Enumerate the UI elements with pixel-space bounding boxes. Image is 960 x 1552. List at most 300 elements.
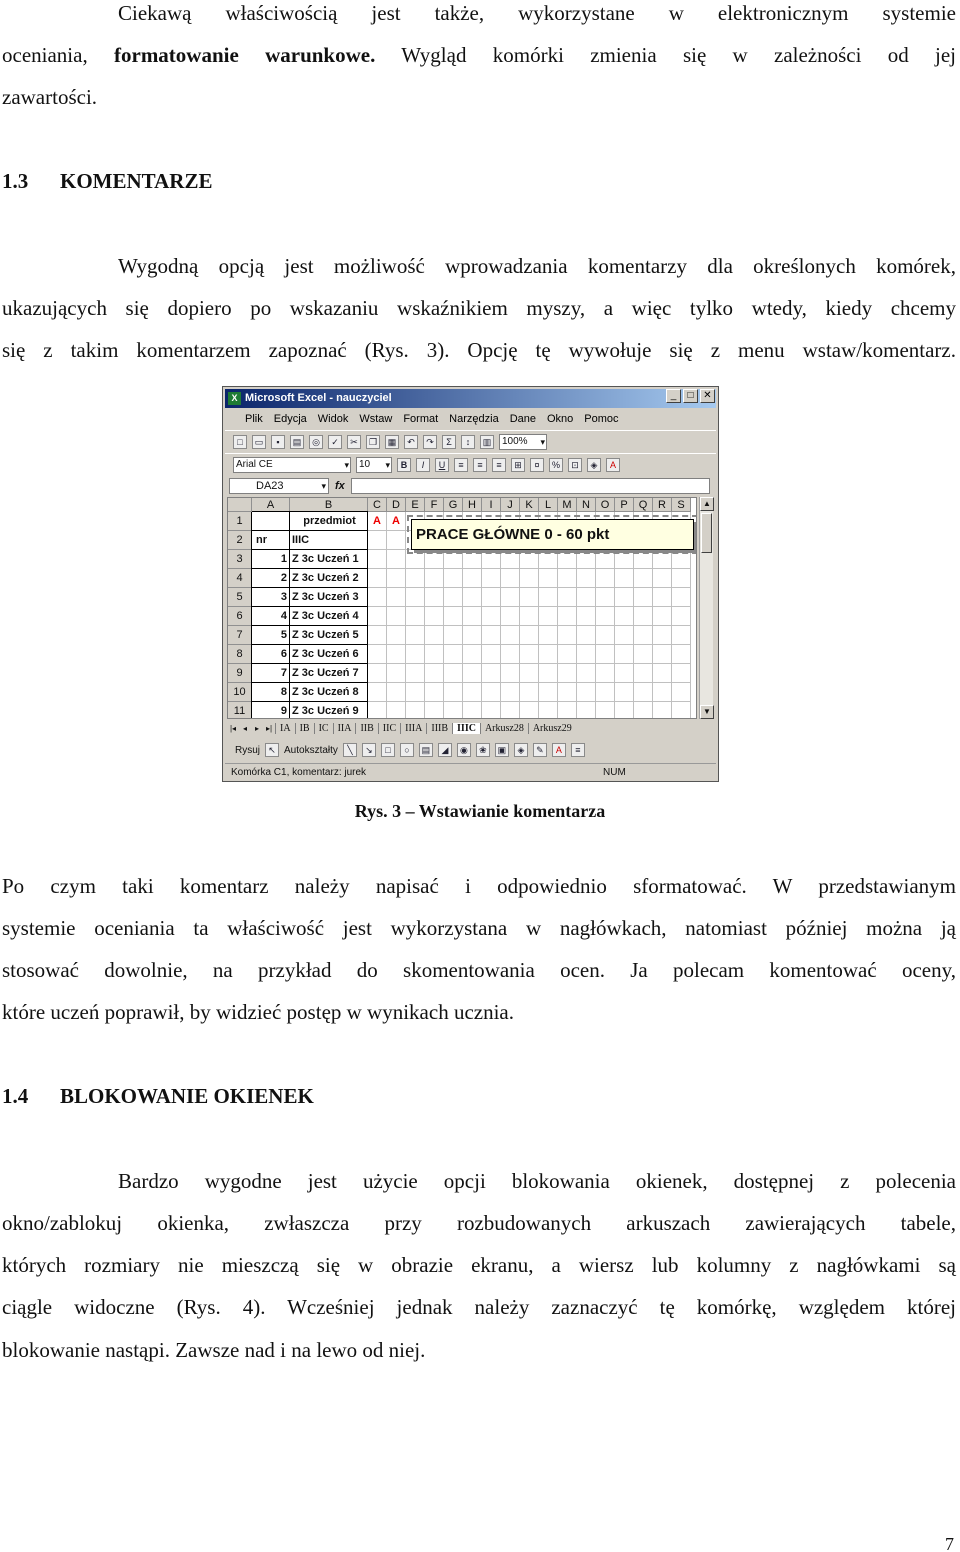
excel-app-icon: X [228,392,241,405]
grid-cell[interactable] [482,588,501,607]
grid-cell[interactable] [482,607,501,626]
grid-cell[interactable] [558,626,577,645]
cell-nr[interactable]: 1 [252,550,290,569]
grid-cell[interactable] [406,664,425,683]
grid-cell[interactable] [501,626,520,645]
sheet-tab-active[interactable]: IIIC [452,723,480,734]
grid-cell[interactable] [463,626,482,645]
grid-cell[interactable] [672,645,691,664]
grid-cell[interactable] [368,702,387,719]
copy-icon[interactable]: ❐ [366,435,380,449]
currency-icon[interactable]: ¤ [530,458,544,472]
grid-cell[interactable] [672,664,691,683]
grid-cell[interactable] [463,588,482,607]
grid-cell[interactable] [520,569,539,588]
grid-cell[interactable] [501,683,520,702]
grid-cell[interactable] [558,664,577,683]
cell-comment[interactable]: PRACE GŁÓWNE 0 - 60 pkt [411,519,694,550]
sheet-tab[interactable]: IA [275,723,295,734]
name-box[interactable]: DA23 ▾ [229,478,329,494]
redo-icon[interactable]: ↷ [423,435,437,449]
grid-cell[interactable] [387,588,406,607]
grid-cell[interactable] [539,664,558,683]
grid-cell[interactable] [482,664,501,683]
cell-student[interactable]: Z 3c Uczeń 3 [290,588,368,607]
cell-student[interactable]: Z 3c Uczeń 8 [290,683,368,702]
grid-cell[interactable] [615,683,634,702]
grid-cell[interactable] [425,626,444,645]
grid-cell[interactable] [368,569,387,588]
table-border [252,511,368,512]
grid-cell[interactable] [520,664,539,683]
grid-cell[interactable] [558,683,577,702]
formatting-toolbar [225,453,716,475]
row-header[interactable]: 4 [228,569,252,588]
grid-cell[interactable] [596,664,615,683]
worksheet-grid[interactable] [227,497,697,719]
row-header[interactable]: 9 [228,664,252,683]
scroll-up-icon[interactable]: ▲ [700,497,714,511]
grid-cell[interactable] [501,664,520,683]
grid-cell[interactable] [634,626,653,645]
grid-cell[interactable] [672,569,691,588]
grid-cell[interactable] [558,569,577,588]
sheet-tab[interactable]: IIB [355,723,377,734]
grid-cell[interactable] [482,626,501,645]
grid-cell[interactable] [444,607,463,626]
grid-cell[interactable] [577,588,596,607]
grid-cell[interactable] [634,664,653,683]
grid-cell[interactable] [596,569,615,588]
column-header-o[interactable]: O [596,498,615,512]
column-header-p[interactable]: P [615,498,634,512]
grid-cell[interactable] [634,702,653,719]
italic-icon[interactable]: I [416,458,430,472]
grid-cell[interactable] [672,607,691,626]
cell-nr[interactable] [252,512,290,531]
grid-cell[interactable] [368,626,387,645]
column-header-h[interactable]: H [463,498,482,512]
wordart-icon[interactable]: ◢ [438,743,452,757]
table-border [252,701,368,702]
grid-cell[interactable] [596,626,615,645]
grid-cell[interactable] [672,588,691,607]
grid-cell[interactable] [368,607,387,626]
grid-cell[interactable] [387,683,406,702]
grid-cell[interactable] [520,607,539,626]
section-title: BLOKOWANIE OKIENEK [60,1084,314,1108]
oval-icon[interactable]: ○ [400,743,414,757]
cell-student[interactable]: Z 3c Uczeń 9 [290,702,368,719]
column-header-m[interactable]: M [558,498,577,512]
paragraph-line: systemie oceniania ta właściwość jest wykorzystana w nagłówkach, natomiast później można ją [2,916,956,940]
grid-cell[interactable] [406,683,425,702]
grid-cell[interactable] [653,626,672,645]
sheet-tab[interactable]: IB [295,723,314,734]
cell-nr[interactable]: nr [252,531,290,550]
grid-cell[interactable] [539,569,558,588]
num-lock-indicator: NUM [603,766,626,778]
align-left-icon[interactable]: ≡ [454,458,468,472]
cell-nr[interactable]: 5 [252,626,290,645]
grid-cell[interactable] [444,664,463,683]
sheet-tab[interactable]: IIIA [400,723,426,734]
select-all-corner[interactable] [228,498,252,512]
minimize-icon[interactable]: _ [666,389,681,403]
column-header-j[interactable]: J [501,498,520,512]
grid-cell[interactable] [520,588,539,607]
align-right-icon[interactable]: ≡ [492,458,506,472]
spelling-icon[interactable]: ✓ [328,435,342,449]
grid-cell[interactable] [539,607,558,626]
grid-cell[interactable] [615,645,634,664]
grid-cell[interactable] [653,607,672,626]
textbox-icon[interactable]: ▤ [419,743,433,757]
font-color-icon[interactable]: A [606,458,620,472]
row-header[interactable]: 1 [228,512,252,531]
grid-cell[interactable] [672,626,691,645]
menu-format[interactable]: Format [403,413,439,425]
grid-cell[interactable] [368,550,387,569]
grid-cell[interactable] [425,607,444,626]
line-color-icon[interactable]: ✎ [533,743,547,757]
rectangle-icon[interactable]: □ [381,743,395,757]
grid-cell[interactable] [577,569,596,588]
column-header-r[interactable]: R [653,498,672,512]
grid-cell[interactable] [387,569,406,588]
fx-icon[interactable]: fx [335,480,345,492]
grid-cell[interactable] [577,645,596,664]
grid-cell[interactable] [615,607,634,626]
grid-cell[interactable] [425,569,444,588]
font-name-select[interactable]: Arial CE ▾ [233,457,351,473]
sheet-tab[interactable]: IIC [378,723,400,734]
grid-cell[interactable] [653,702,672,719]
undo-icon[interactable]: ↶ [404,435,418,449]
sheet-tab[interactable]: IIA [333,723,356,734]
cell-student[interactable]: Z 3c Uczeń 4 [290,607,368,626]
grid-cell[interactable] [539,702,558,719]
cell-student[interactable]: przedmiot [290,512,368,531]
table-border [367,512,368,719]
grid-cell[interactable] [406,588,425,607]
column-header-k[interactable]: K [520,498,539,512]
grid-cell[interactable] [653,645,672,664]
grid-cell[interactable] [444,588,463,607]
grid-cell[interactable] [672,683,691,702]
grid-cell[interactable] [425,683,444,702]
cell-student[interactable]: IIIC [290,531,368,550]
grid-cell[interactable] [539,588,558,607]
grid-cell[interactable] [387,550,406,569]
cell-student[interactable]: Z 3c Uczeń 7 [290,664,368,683]
line-style-icon[interactable]: ≡ [571,743,585,757]
grid-cell[interactable] [501,607,520,626]
autoshapes-menu[interactable]: Autokształty [284,744,338,756]
grid-cell[interactable] [558,702,577,719]
grid-cell[interactable] [615,664,634,683]
grid-cell[interactable] [539,626,558,645]
grid-cell[interactable] [463,645,482,664]
paragraph-line: się z takim komentarzem zapoznać (Rys. 3). Opcję tę wywołuje się z menu wstaw/komentarz. [2,338,956,362]
sheet-tab[interactable]: IIIB [426,723,452,734]
grid-cell[interactable] [425,645,444,664]
grid-cell[interactable] [596,702,615,719]
paste-icon[interactable]: ▦ [385,435,399,449]
menu-plik[interactable]: Plik [245,413,263,425]
grid-cell[interactable] [672,702,691,719]
grid-cell[interactable] [577,702,596,719]
maximize-icon[interactable]: □ [683,389,698,403]
menu-okno[interactable]: Okno [547,413,574,425]
draw-menu[interactable]: Rysuj [235,744,261,756]
grid-cell[interactable] [463,607,482,626]
cell-student[interactable]: Z 3c Uczeń 5 [290,626,368,645]
grid-cell[interactable] [539,683,558,702]
grid-cell[interactable] [653,664,672,683]
new-icon[interactable]: □ [233,435,247,449]
column-header-c[interactable]: C [368,498,387,512]
grid-cell[interactable] [577,607,596,626]
paragraph-line: zawartości. [2,85,98,109]
next-sheet-icon[interactable]: ▸ [254,723,259,733]
row-header[interactable]: 5 [228,588,252,607]
open-icon[interactable]: ▭ [252,435,266,449]
grid-cell[interactable] [634,569,653,588]
grid-cell[interactable] [634,607,653,626]
grid-cell[interactable] [577,683,596,702]
cell-nr[interactable]: 7 [252,664,290,683]
grid-cell[interactable] [558,607,577,626]
table-border [252,606,368,607]
column-header-f[interactable]: F [425,498,444,512]
grid-cell[interactable] [425,664,444,683]
grid-cell[interactable] [444,702,463,719]
select-arrow-icon[interactable]: ↖ [265,743,279,757]
vertical-scrollbar[interactable] [699,497,713,719]
grid-cell[interactable] [577,626,596,645]
borders-icon[interactable]: ⊡ [568,458,582,472]
grid-cell[interactable] [577,664,596,683]
column-header-q[interactable]: Q [634,498,653,512]
grid-cell[interactable] [653,683,672,702]
paragraph-line: Ciekawą właściwością jest także, wykorzystane w elektronicznym systemie [118,1,956,25]
grid-cell[interactable] [387,702,406,719]
percent-icon[interactable]: % [549,458,563,472]
grid-cell[interactable] [634,683,653,702]
grid-cell[interactable] [520,683,539,702]
row-header[interactable]: 11 [228,702,252,719]
column-header-d[interactable]: D [387,498,406,512]
window-title: Microsoft Excel - nauczyciel [245,392,392,404]
grid-cell[interactable] [406,702,425,719]
grid-cell[interactable] [482,645,501,664]
grid-cell[interactable] [368,683,387,702]
arrow-icon[interactable]: ↘ [362,743,376,757]
first-sheet-icon[interactable]: |◂ [229,723,237,733]
grid-cell[interactable] [596,645,615,664]
paragraph-line: których rozmiary nie mieszczą się w obrazie ekranu, a wiersz lub kolumny z nagłówkami są [2,1253,956,1277]
formula-input[interactable] [351,478,710,494]
grid-cell[interactable] [482,702,501,719]
row-header[interactable]: 8 [228,645,252,664]
diagram-icon[interactable]: ◉ [457,743,471,757]
cell-nr[interactable]: 9 [252,702,290,719]
grid-cell[interactable] [463,664,482,683]
cell-student[interactable]: Z 3c Uczeń 6 [290,645,368,664]
page-number: 7 [945,1534,954,1552]
grid-cell[interactable] [501,645,520,664]
cell-student[interactable]: Z 3c Uczeń 1 [290,550,368,569]
paragraph-line: Po czym taki komentarz należy napisać i odpowiednio sformatować. W przedstawianym [2,874,956,898]
grid-cell[interactable] [444,645,463,664]
grid-cell[interactable] [368,664,387,683]
grid-cell[interactable] [368,645,387,664]
scroll-thumb[interactable] [701,513,712,553]
grid-cell[interactable] [615,702,634,719]
grid-cell[interactable] [520,645,539,664]
grid-cell[interactable] [444,683,463,702]
column-header-a[interactable]: A [252,498,290,512]
grid-cell[interactable] [387,645,406,664]
formula-bar [225,476,716,496]
grid-cell[interactable] [558,645,577,664]
picture-icon[interactable]: ▣ [495,743,509,757]
table-border [289,512,290,719]
menu-widok[interactable]: Widok [317,413,349,425]
grid-cell[interactable] [463,702,482,719]
column-header-s[interactable]: S [672,498,691,512]
grid-cell[interactable] [387,531,406,550]
column-header-e[interactable]: E [406,498,425,512]
sort-icon[interactable]: ↕ [461,435,475,449]
text-color-icon[interactable]: A [552,743,566,757]
text-run: oceniania, [2,43,88,67]
grid-cell[interactable] [653,588,672,607]
table-border [252,663,368,664]
row-header[interactable]: 2 [228,531,252,550]
section-heading [2,168,212,194]
row-header[interactable]: 3 [228,550,252,569]
font-size-select[interactable]: 10 ▾ [356,457,392,473]
sheet-tab[interactable]: IC [314,723,333,734]
grid-cell[interactable] [444,626,463,645]
grid-cell[interactable] [615,626,634,645]
print-icon[interactable]: ▤ [290,435,304,449]
scroll-down-icon[interactable]: ▼ [700,705,714,719]
column-header-b[interactable]: B [290,498,368,512]
grid-cell[interactable] [425,588,444,607]
sheet-tab-bar [227,720,713,736]
grid-cell[interactable] [634,588,653,607]
paragraph-line [2,42,956,68]
row-header[interactable]: 10 [228,683,252,702]
prev-sheet-icon[interactable]: ◂ [242,723,247,733]
grid-cell[interactable] [463,683,482,702]
clipart-icon[interactable]: ❀ [476,743,490,757]
grid-cell[interactable] [406,645,425,664]
cell-nr[interactable]: 4 [252,607,290,626]
menu-edycja[interactable]: Edycja [273,413,307,425]
sheet-tab[interactable]: Arkusz28 [480,723,528,734]
grid-cell[interactable] [520,702,539,719]
section-title: KOMENTARZE [60,169,213,193]
grid-cell[interactable] [596,683,615,702]
underline-icon[interactable]: U [435,458,449,472]
grid-cell[interactable] [425,702,444,719]
grid-cell[interactable] [520,626,539,645]
merge-icon[interactable]: ⊞ [511,458,525,472]
save-icon[interactable]: ▪ [271,435,285,449]
grid-cell[interactable] [387,664,406,683]
line-icon[interactable]: ╲ [343,743,357,757]
row-header[interactable]: 6 [228,607,252,626]
sheet-tab[interactable]: Arkusz29 [528,723,576,734]
grid-cell[interactable] [653,569,672,588]
cell-nr[interactable]: 2 [252,569,290,588]
last-sheet-icon[interactable]: ▸| [265,723,273,733]
grid-cell[interactable] [558,588,577,607]
grid-cell[interactable] [406,569,425,588]
table-border [252,644,368,645]
preview-icon[interactable]: ◎ [309,435,323,449]
table-border [252,682,368,683]
grid-cell[interactable] [501,702,520,719]
fill-color-icon[interactable]: ◈ [587,458,601,472]
column-header-i[interactable]: I [482,498,501,512]
zoom-select[interactable]: 100% ▾ [499,434,547,450]
menu-wstaw[interactable]: Wstaw [359,413,393,425]
grid-cell[interactable] [596,588,615,607]
grid-cell[interactable] [615,588,634,607]
cell-nr[interactable]: 8 [252,683,290,702]
grid-cell[interactable] [368,588,387,607]
column-header-g[interactable]: G [444,498,463,512]
grid-cell[interactable] [634,645,653,664]
cell-nr[interactable]: 3 [252,588,290,607]
grid-cell[interactable] [444,569,463,588]
grid-cell[interactable] [615,569,634,588]
close-icon[interactable]: ✕ [700,389,715,403]
grid-cell[interactable] [406,607,425,626]
grid-cell[interactable] [387,626,406,645]
grid-cell[interactable] [501,569,520,588]
align-center-icon[interactable]: ≡ [473,458,487,472]
grid-cell[interactable] [406,626,425,645]
fill-bucket-icon[interactable]: ◈ [514,743,528,757]
chart-icon[interactable]: ▥ [480,435,494,449]
row-header[interactable]: 7 [228,626,252,645]
grid-cell[interactable] [539,645,558,664]
column-header-n[interactable]: N [577,498,596,512]
menu-dane[interactable]: Dane [509,413,536,425]
grid-cell[interactable] [482,683,501,702]
bold-icon[interactable]: B [397,458,411,472]
column-header-l[interactable]: L [539,498,558,512]
grid-cell[interactable] [463,569,482,588]
grid-cell[interactable] [387,607,406,626]
cut-icon[interactable]: ✂ [347,435,361,449]
cell-student[interactable]: Z 3c Uczeń 2 [290,569,368,588]
grid-cell[interactable] [596,607,615,626]
cell-nr[interactable]: 6 [252,645,290,664]
menu-pomoc[interactable]: Pomoc [584,413,619,425]
menu-narzedzia[interactable]: Narzędzia [449,413,499,425]
grid-cell[interactable] [501,588,520,607]
autosum-icon[interactable]: Σ [442,435,456,449]
grid-cell[interactable] [482,569,501,588]
grid-cell[interactable] [368,531,387,550]
